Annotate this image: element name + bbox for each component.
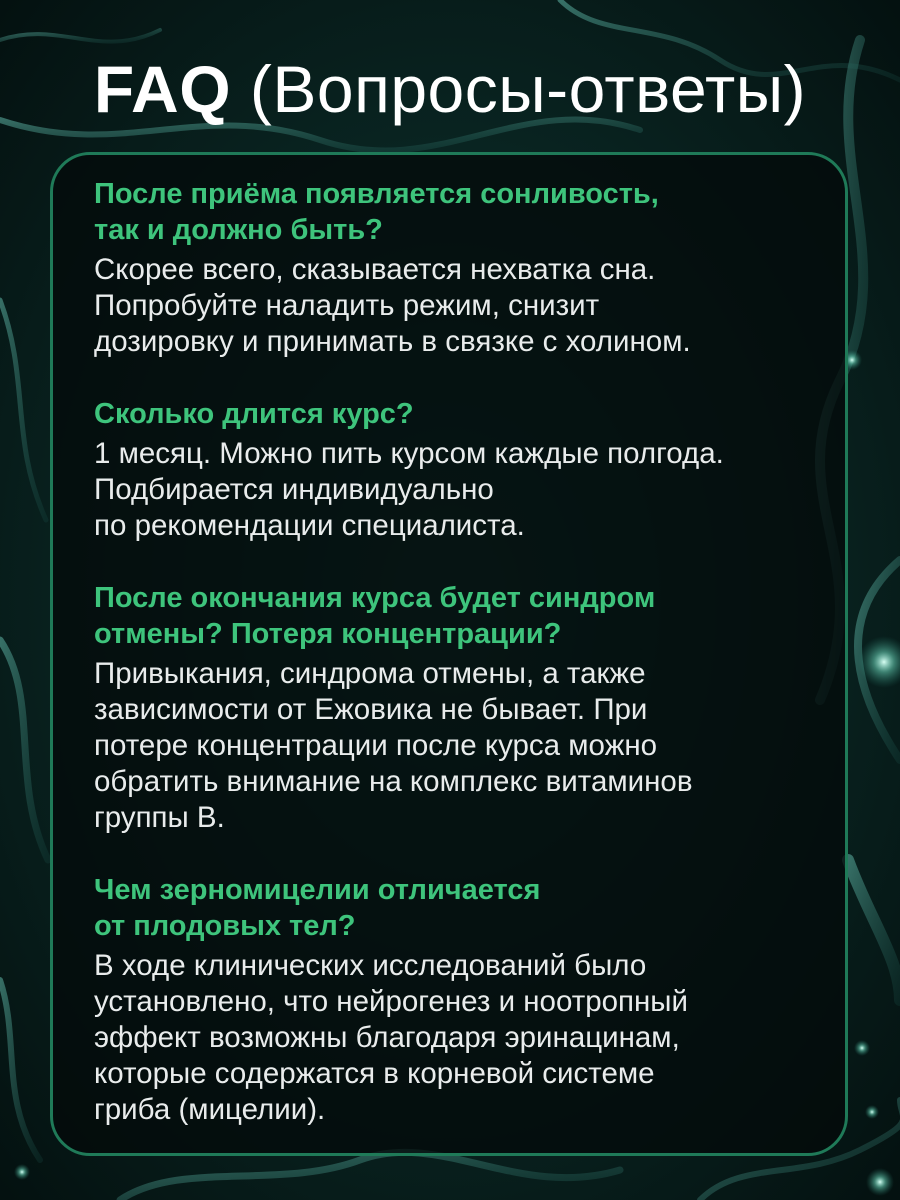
faq-question: Чем зерномицелии отличается от плодовых тел?: [94, 874, 541, 942]
faq-question: После приёма появляется сонливость, так и должно быть?: [94, 178, 659, 246]
faq-answer: В ходе клинических исследований было установлено, что нейрогенез и ноотропный эффект возможны благодаря эринацинам, которые содержатся в корневой системе гриба (мицелии).: [94, 949, 688, 1126]
faq-item: [94, 176, 824, 360]
faq-answer: Привыкания, синдрома отмены, а также зависимости от Ежовика не бывает. При потере концентрации после курса можно обратить внимание на комплекс витаминов группы В.: [94, 657, 693, 834]
faq-answer: 1 месяц. Можно пить курсом каждые полгода. Подбирается индивидуально по рекомендации специалиста.: [94, 437, 724, 542]
faq-list: [94, 176, 824, 1128]
page-title: [0, 50, 900, 128]
page-title-rest: (Вопросы-ответы): [249, 52, 807, 126]
faq-item: [94, 580, 824, 836]
faq-item: [94, 872, 824, 1128]
page-title-bold: FAQ: [93, 52, 232, 126]
faq-question: После окончания курса будет синдром отмены? Потеря концентрации?: [94, 582, 656, 650]
faq-answer: Скорее всего, сказывается нехватка сна. Попробуйте наладить режим, снизит дозировку и принимать в связке с холином.: [94, 253, 691, 358]
faq-item: [94, 396, 824, 544]
faq-question: Сколько длится курс?: [94, 398, 414, 430]
